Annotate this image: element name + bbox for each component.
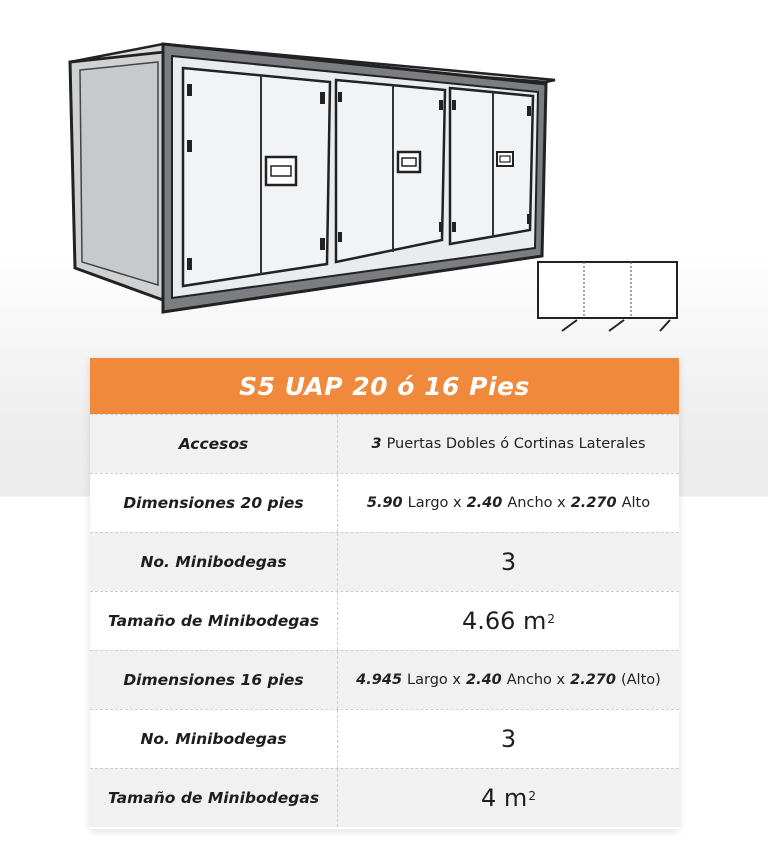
dim-20-largo-label: Largo x: [407, 495, 462, 511]
dim-16-alto: 2.270: [570, 672, 616, 688]
row-label-dim-16: Dimensiones 16 pies: [90, 651, 338, 709]
dim-16-alto-label: (Alto): [620, 672, 661, 688]
spec-table: [90, 358, 679, 829]
dim-20-ancho: 2.40: [466, 495, 503, 511]
table-row: [90, 650, 679, 709]
floor-plan-icon: [538, 262, 677, 331]
dim-20-alto-label: Alto: [621, 495, 651, 511]
row-label-minibodegas-20: No. Minibodegas: [90, 533, 338, 591]
door-1: [183, 68, 330, 286]
row-value-tamano-16: [338, 769, 679, 827]
tamano-20-value: 4.66 m: [461, 607, 547, 635]
table-row: [90, 414, 679, 473]
dim-20-ancho-label: Ancho x: [507, 495, 566, 511]
table-row: [90, 768, 679, 827]
dim-16-ancho: 2.40: [465, 672, 502, 688]
row-value-minibodegas-20: 3: [500, 548, 517, 576]
tamano-20-exp: 2: [547, 612, 556, 626]
door-2: [336, 80, 445, 262]
tamano-16-exp: 2: [528, 789, 536, 803]
row-label-accesos: Accesos: [90, 415, 338, 473]
row-value-dim-20: [338, 474, 679, 532]
table-row: [90, 532, 679, 591]
dim-16-ancho-label: Ancho x: [506, 672, 566, 688]
row-label-dim-20: Dimensiones 20 pies: [90, 474, 338, 532]
row-label-minibodegas-16: No. Minibodegas: [90, 710, 338, 768]
container-illustration: [0, 0, 768, 350]
row-value-minibodegas-16: 3: [500, 725, 517, 753]
dim-16-largo: 4.945: [356, 672, 403, 688]
tamano-16-value: 4 m: [481, 784, 528, 812]
table-row: [90, 473, 679, 532]
table-row: [90, 709, 679, 768]
door-3: [450, 88, 533, 244]
table-row: [90, 591, 679, 650]
row-value-tamano-20: [338, 592, 679, 650]
door-type: Puertas Dobles ó Cortinas Laterales: [386, 436, 646, 452]
dim-20-alto: 2.270: [570, 495, 617, 511]
dim-20-largo: 5.90: [366, 495, 403, 511]
row-label-tamano-16: Tamaño de Minibodegas: [90, 769, 338, 827]
row-label-tamano-20: Tamaño de Minibodegas: [90, 592, 338, 650]
table-title: S5 UAP 20 ó 16 Pies: [90, 358, 679, 414]
dim-16-largo-label: Largo x: [407, 672, 461, 688]
door-count: 3: [371, 436, 382, 452]
row-value-accesos: [338, 415, 679, 473]
row-value-dim-16: [338, 651, 679, 709]
table-body: [90, 414, 679, 827]
